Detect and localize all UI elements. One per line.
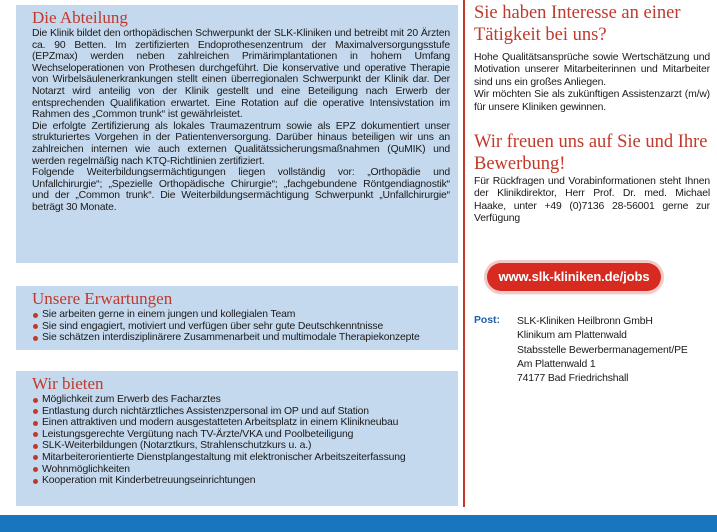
section-title-wir-bieten: Wir bieten <box>32 374 104 393</box>
list-item: SLK-Weiterbildungen (Notarztkurs, Strahlenschutzkurs u. a.) <box>32 440 450 452</box>
list-item: Sie sind engagiert, motiviert und verfügen über sehr gute Deutschkenntnisse <box>32 321 450 333</box>
address-line: 74177 Bad Friedrichshall <box>517 373 629 385</box>
address-line: Klinikum am Plattenwald <box>517 330 627 342</box>
abteilung-paragraph-2: Die erfolgte Zertifizierung als lokales Traumazentrum sowie als EPZ dokumentiert unser strukturiertes Vorgehen in der Patientenversorgung. Darüber hinaus beteiligen wir uns an zahlreichen internen wie auch externen Qualitätssicherungsmaßnahmen (QuMIK) und werden regelmäßig nach KTQ-Richtlinien zertifiziert. <box>32 120 450 167</box>
bewerbung-title: Wir freuen uns auf Sie und Ihre Bewerbung! <box>474 132 708 174</box>
list-item: Entlastung durch nichtärztliches Assistenzpersonal im OP und auf Station <box>32 406 450 418</box>
section-erwartungen <box>16 286 458 350</box>
wir-bieten-list <box>32 394 450 487</box>
interesse-title: Sie haben Interesse an einer Tätigkeit bei uns? <box>474 3 681 45</box>
section-abteilung <box>16 5 458 263</box>
abteilung-paragraph-3: Folgende Weiterbildungsermächtigungen liegen vollständig vor: „Orthopädie und Unfallchirurgie“; „Spezielle Orthopädische Chirurgie“; „fachgebundene Röntgendiagnostik“ und der „Common trunk“. Die Weiterbildungsermächtigung Schwerpunkt „Unfallchirurgie“ beträgt 30 Monate. <box>32 167 450 213</box>
interesse-paragraph-1: Hohe Qualitätsansprüche sowie Wertschätzung und Motivation unserer Mitarbeiterinnen und Mitarbeiter sind uns ein großes Anliegen. <box>474 52 710 88</box>
erwartungen-list <box>32 309 450 344</box>
address-line: Am Plattenwald 1 <box>517 358 596 370</box>
list-item: Sie arbeiten gerne in einem jungen und kollegialen Team <box>32 309 450 321</box>
jobs-link-button[interactable]: www.slk-kliniken.de/jobs <box>487 263 661 291</box>
list-item: Leistungsgerechte Vergütung nach TV-Ärzte/VKA und Poolbeteiligung <box>32 429 450 441</box>
address-line: Stabsstelle Bewerbermanagement/PE <box>517 344 688 356</box>
bewerbung-paragraph: Für Rückfragen und Vorabinformationen steht Ihnen der Klinikdirektor, Herr Prof. Dr. med. Michael Haake, unter +49 (0)7136 28-56001 gerne zur Verfügung <box>474 176 710 225</box>
section-title-erwartungen: Unsere Erwartungen <box>32 289 173 308</box>
address-line: SLK-Kliniken Heilbronn GmbH <box>517 316 653 327</box>
list-item: Möglichkeit zum Erwerb des Facharztes <box>32 394 450 406</box>
list-item: Wohnmöglichkeiten <box>32 464 450 476</box>
list-item: Kooperation mit Kinderbetreuungseinrichtungen <box>32 475 450 487</box>
column-divider <box>463 0 465 507</box>
list-item: Sie schätzen interdisziplinärere Zusammenarbeit und multimodale Therapiekonzepte <box>32 332 450 344</box>
section-title-abteilung: Die Abteilung <box>32 8 128 27</box>
right-column <box>474 3 710 226</box>
footer-bar <box>0 515 717 532</box>
list-item: Einen attraktiven und modern ausgestatteten Arbeitsplatz in einem Klinikneubau <box>32 417 450 429</box>
address-lines <box>517 315 707 386</box>
section-wir-bieten <box>16 371 458 506</box>
post-label: Post: <box>474 315 500 326</box>
abteilung-paragraph-1: Die Klinik bildet den orthopädischen Schwerpunkt der SLK-Kliniken und betreibt mit 20 Ärzten ca. 90 Betten. Im zertifizierten Endoprothesenzentrum der Maximalversorgungsstufe (EPZmax) werden neben zahlreichen Primärimplantationen in hohem Umfang Wechseloperationen von Prothesen durchgeführt. Die konservative und operative Therapie von Wirbelsäulenerkrankungen stellt einen überregionalen Schwerpunkt der Klinik dar. Der Notarzt wird anteilig von der Klinik gestellt und eine Beteiligung nach Erwerb der entsprechenden Qualifikation erwartet. Eine Rotation auf die operative Intensivstation im Rahmen des „Common trunk“ ist gewährleistet. <box>32 28 450 121</box>
interesse-paragraph-2: Wir möchten Sie als zukünftigen Assistenzarzt (m/w) für unsere Kliniken gewinnen. <box>474 89 710 113</box>
list-item: Mitarbeiterorientierte Dienstplangestaltung mit elektronischer Arbeitszeiterfassung <box>32 452 450 464</box>
